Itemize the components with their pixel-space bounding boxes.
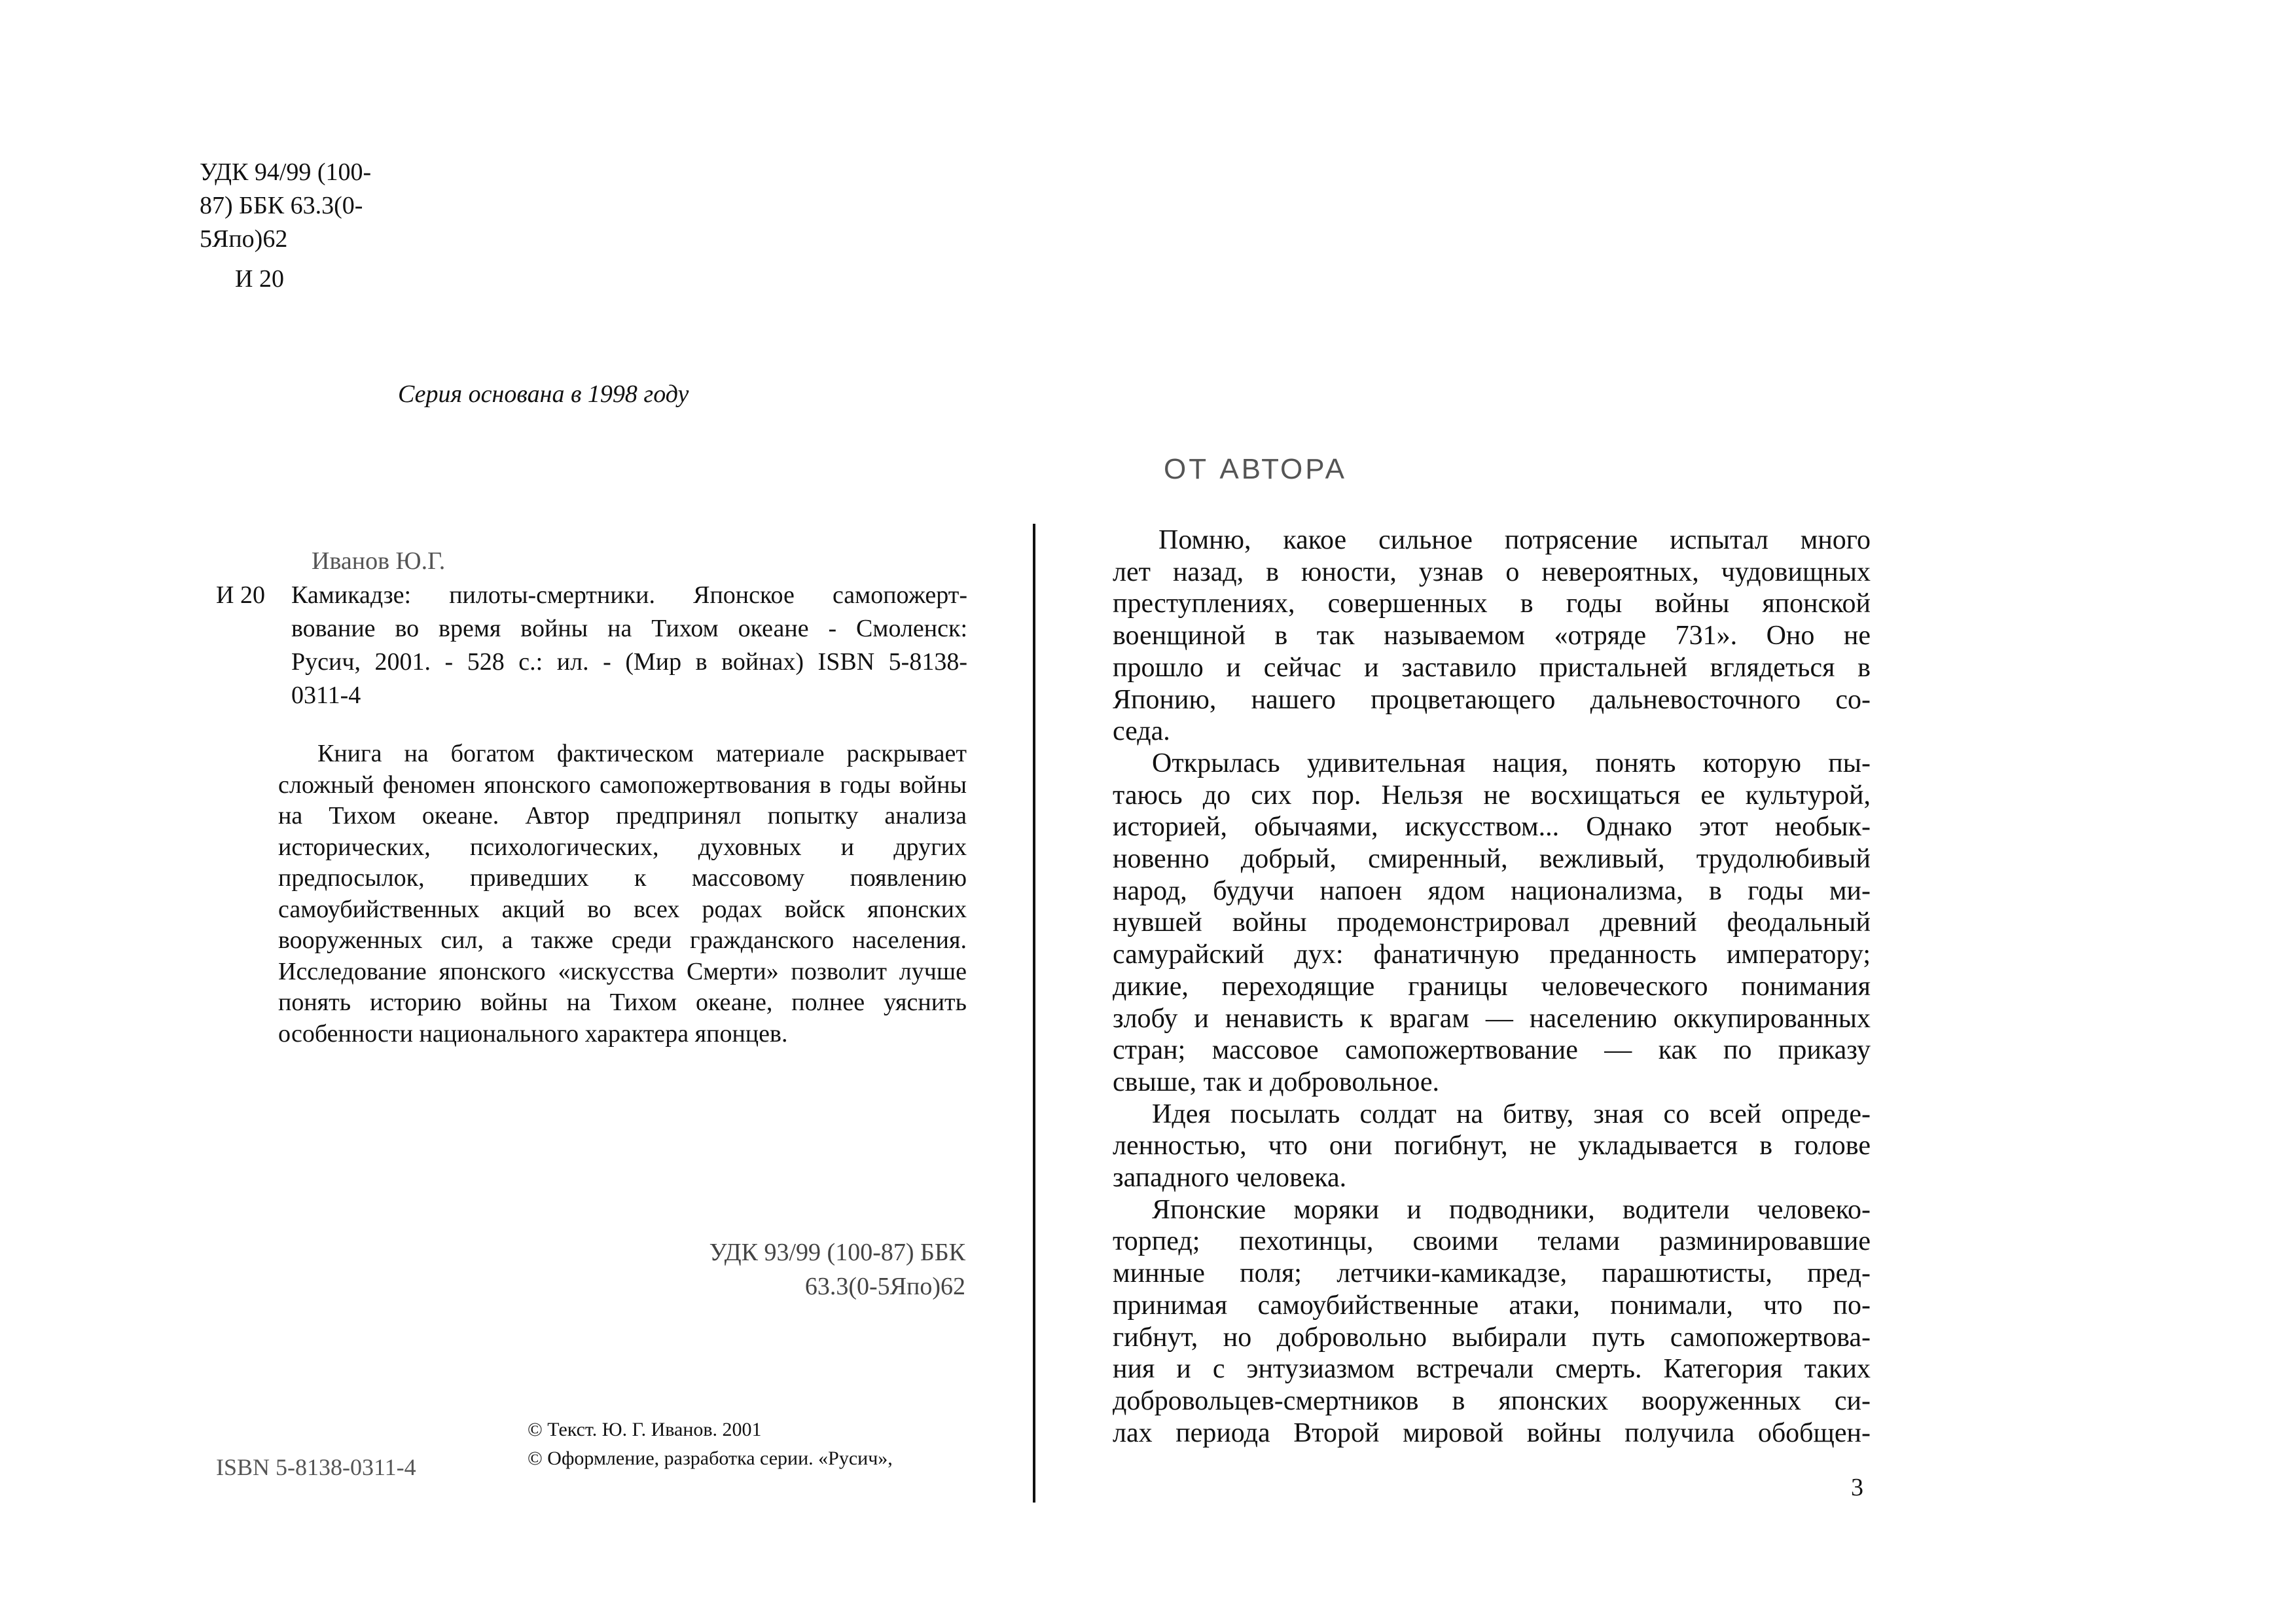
body-line: самурайский дух: фанатичную преданность императору;: [1113, 939, 1871, 970]
page-divider: [1033, 524, 1035, 1503]
body-line: новенно добрый, смиренный, вежливый, трудолюбивый: [1113, 844, 1871, 875]
biblio-line: Камикадзе: пилоты-смертники. Японское самопожерт-: [291, 581, 967, 609]
body-line: ленностью, что они погибнут, не укладывается в голове: [1113, 1131, 1871, 1161]
body-line: дикие, переходящие границы человеческого понимания: [1113, 971, 1871, 1002]
udk-bottom-line: УДК 93/99 (100-87) ББК: [709, 1239, 965, 1266]
udk-top-line: УДК 94/99 (100-: [200, 158, 372, 186]
body-line: преступлениях, совершенных в годы войны японской: [1113, 589, 1871, 619]
body-line: стран; массовое самопожертвование — как по приказу: [1113, 1035, 1871, 1066]
author-mark: И 20: [235, 265, 284, 293]
body-line: Помню, какое сильное потрясение испытал много: [1158, 525, 1871, 555]
body-line: лах периода Второй мировой войны получила обобщен-: [1113, 1417, 1871, 1448]
udk-bottom-line: 63.3(0-5Япо)62: [804, 1273, 965, 1300]
body-line: свыше, так и добровольное.: [1113, 1067, 1440, 1097]
body-line: торпед; пехотинцы, своими телами разминировавшие: [1113, 1226, 1871, 1257]
body-line: Японию, нашего процветающего дальневосточного со-: [1113, 684, 1871, 715]
copyright-line: © Оформление, разработка серии. «Русич»,: [528, 1448, 893, 1469]
chapter-body: [1113, 524, 1871, 1449]
body-line: западного человека.: [1113, 1163, 1347, 1194]
isbn: ISBN 5-8138-0311-4: [216, 1454, 416, 1480]
udk-classification-bottom: [628, 1235, 965, 1304]
body-line: нувшей войны продемонстрировал древний феодальный: [1113, 907, 1871, 938]
biblio-author-mark: И 20: [216, 581, 265, 609]
body-line: Открылась удивительная нация, понять которую пы-: [1152, 748, 1871, 778]
body-line: народ, будучи напоен ядом национализма, в годы ми-: [1113, 875, 1871, 906]
book-annotation: Книга на богатом фактическом материале раскрывает сложный феномен японского самопожертвования в годы войны на Тихом океане. Автор предпринял попытку анализа исторических, психологических, духовных и других предпосылок, приведших к массовому появлению самоубийственных акций во всех родах войск японских вооруженных сил, а также среди гражданского населения. Исследование японского «искусства Смерти» позволит лучше понять историю войны на Тихом океане, полнее уяснить особенности национального характера японцев.: [278, 740, 967, 1048]
body-line: Идея посылать солдат на битву, зная со всей опреде-: [1152, 1099, 1871, 1129]
body-line: таюсь до сих пор. Нельзя не восхищаться ее культурой,: [1113, 780, 1871, 811]
body-line: минные поля; летчики-камикадзе, парашютисты, пред-: [1113, 1258, 1871, 1289]
body-line: седа.: [1113, 716, 1170, 747]
body-line: ния и с энтузиазмом встречали смерть. Категория таких: [1113, 1354, 1871, 1385]
page-number: 3: [1851, 1474, 1863, 1501]
biblio-description: [291, 579, 967, 712]
body-line: лет назад, в юности, узнав о невероятных, чудовищных: [1113, 556, 1871, 587]
author-name: Иванов Ю.Г.: [312, 547, 446, 575]
body-line: прошло и сейчас и заставило пристальней вглядеться в: [1113, 652, 1871, 683]
body-line: злобу и ненависть к врагам — населению оккупированных: [1113, 1003, 1871, 1034]
biblio-line: вование во время войны на Тихом океане - Смоленск:: [291, 615, 967, 642]
body-line: историей, обычаями, искусством... Однако этот необык-: [1113, 812, 1871, 843]
body-line: военщиной в так называемом «отряде 731». Оно не: [1113, 621, 1871, 651]
copyright-line: © Текст. Ю. Г. Иванов. 2001: [528, 1419, 762, 1440]
bibliographic-record: [216, 579, 967, 712]
biblio-line: Русич, 2001. - 528 с.: ил. - (Мир в войнах) ISBN 5-8138-: [291, 648, 967, 676]
body-line: добровольцев-смертников в японских вооруженных си-: [1113, 1385, 1871, 1416]
body-line: принимая самоубийственные атаки, понимали, что по-: [1113, 1290, 1871, 1321]
series-note: Серия основана в 1998 году: [398, 380, 689, 408]
copyright-block: [528, 1415, 893, 1473]
chapter-title: ОТ АВТОРА: [1164, 453, 1347, 485]
body-line: Японские моряки и подводники, водители человеко-: [1152, 1194, 1871, 1225]
udk-top-line: 87) ББК 63.3(0-: [200, 192, 363, 219]
udk-top-line: 5Япо)62: [200, 225, 288, 253]
udk-classification-top: [200, 156, 409, 296]
biblio-line: 0311-4: [291, 682, 361, 709]
body-line: гибнут, но добровольно выбирали путь самопожертвова-: [1113, 1322, 1871, 1353]
